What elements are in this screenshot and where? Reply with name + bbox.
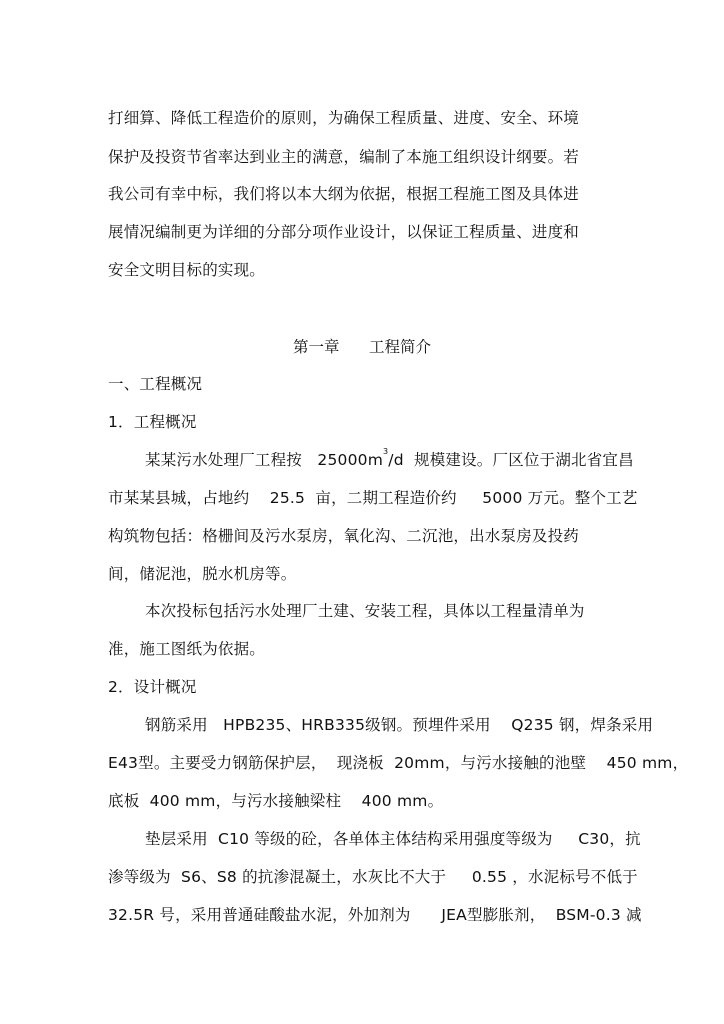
intro-line-2: 保护及投资节省率达到业主的满意，编制了本施工组织设计纲要。若 — [108, 148, 580, 166]
para-2-line-1: 本次投标包括污水处理厂土建、安装工程，具体以工程量清单为 — [145, 602, 585, 620]
para-4-line-1: 垫层采用 C10 等级的砼，各单体主体结构采用强度等级为 C30，抗 — [145, 830, 641, 848]
section-1-title: 一、工程概况 — [108, 375, 203, 393]
para-1-line-1-post: /d 规模建设。厂区位于湖北省宜昌 — [388, 451, 634, 469]
cubic-superscript: 3 — [383, 446, 389, 456]
para-1-line-2: 市某某县城，占地约 25.5 亩，二期工程造价约 5000 万元。整个工艺 — [108, 489, 638, 507]
para-4-line-2: 渗等级为 S6、S8 的抗渗混凝土，水灰比不大于 0.55 ，水泥标号不低于 — [108, 868, 638, 886]
para-1-line-1 — [145, 446, 634, 474]
para-3-line-3: 底板 400 mm，与污水接触梁柱 400 mm。 — [108, 792, 444, 810]
para-3-line-1: 钢筋采用 HPB235、HRB335级钢。预埋件采用 Q235 钢，焊条采用 — [145, 716, 654, 734]
intro-line-3: 我公司有幸中标，我们将以本大纲为依据，根据工程施工图及具体进 — [108, 185, 580, 203]
intro-line-5: 安全文明目标的实现。 — [108, 261, 266, 279]
subsection-2-title: 2．设计概况 — [108, 678, 197, 696]
para-3-line-2: E43型。主要受力钢筋保护层， 现浇板 20mm，与污水接触的池壁 450 mm， — [108, 754, 689, 772]
para-4-line-3: 32.5R 号，采用普通硅酸盐水泥，外加剂为 JEA型膨胀剂， BSM-0.3 减 — [108, 906, 642, 924]
para-1-line-3: 构筑物包括：格栅间及污水泵房，氧化沟、二沉池，出水泵房及投药 — [108, 527, 580, 545]
intro-line-4: 展情况编制更为详细的分部分项作业设计，以保证工程质量、进度和 — [108, 223, 580, 241]
para-1-line-4: 间，储泥池，脱水机房等。 — [108, 565, 297, 583]
intro-line-1: 打细算、降低工程造价的原则，为确保工程质量、进度、安全、环境 — [108, 109, 580, 127]
subsection-1-title: 1．工程概况 — [108, 413, 197, 431]
chapter-title: 第一章 工程简介 — [292, 338, 432, 356]
para-1-line-1-pre: 某某污水处理厂工程按 25000m — [145, 451, 383, 469]
para-2-line-2: 准，施工图纸为依据。 — [108, 640, 266, 658]
